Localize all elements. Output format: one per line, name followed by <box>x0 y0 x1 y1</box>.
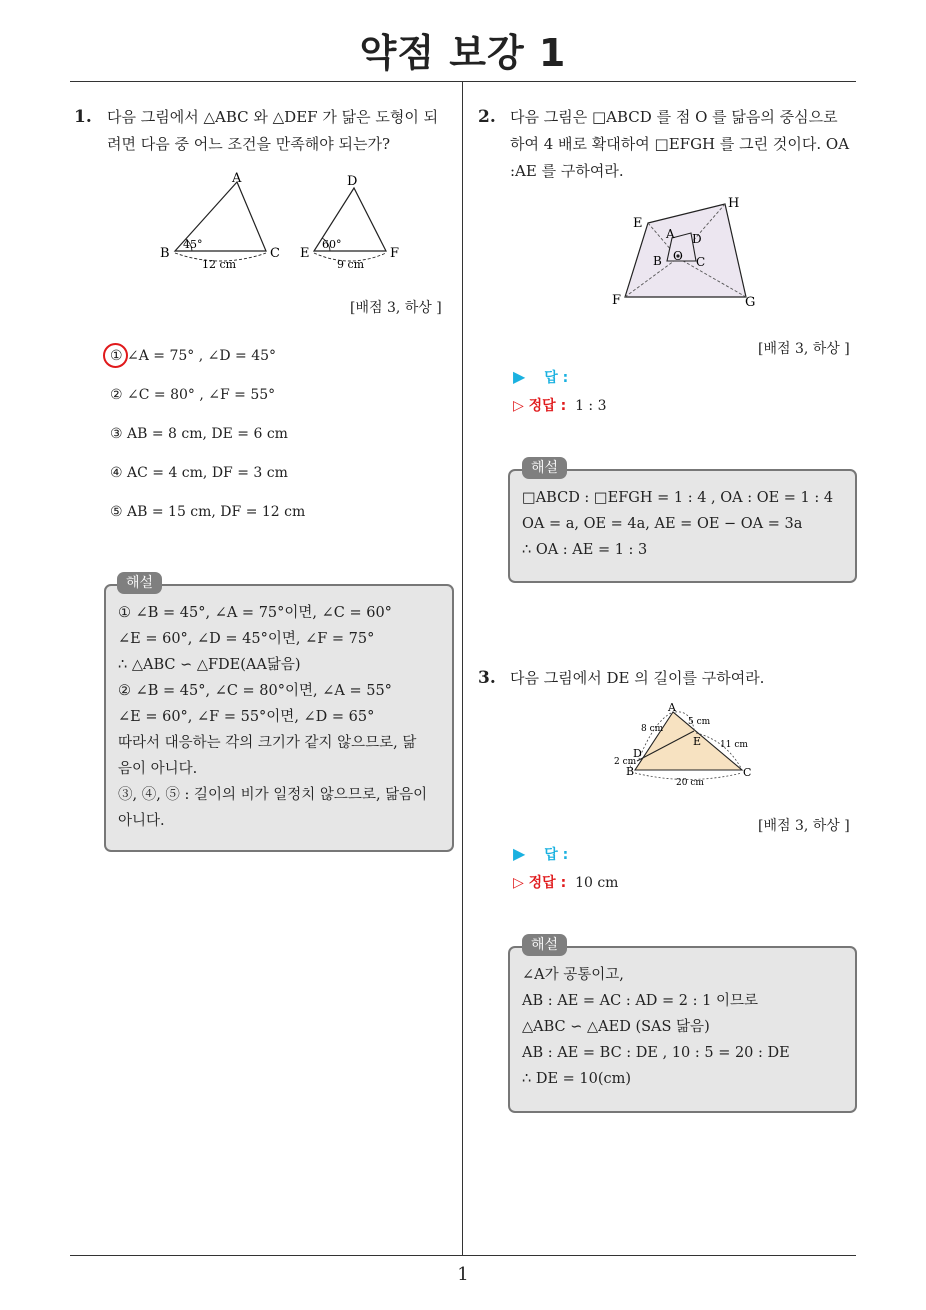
q2-explanation-line: OA = a, OE = 4a, AE = OE − OA = 3a <box>522 516 803 532</box>
q3-explanation-box <box>508 946 857 1113</box>
q2-explanation-line: ∴ OA : AE = 1 : 3 <box>522 542 648 558</box>
q2-explanation-box <box>508 469 857 583</box>
q3-score: [배점 3, 하상 ] <box>758 818 850 834</box>
q3-correct-label: 정답 : <box>528 875 567 891</box>
label-h: H <box>728 196 740 211</box>
q2-score: [배점 3, 하상 ] <box>758 341 850 357</box>
q2-explanation-line: □ABCD : □EFGH = 1 : 4 , OA : OE = 1 : 4 <box>522 490 834 506</box>
q2-explanation-tag: 해설 <box>522 457 567 479</box>
q2-correct-value: 1 : 3 <box>575 398 607 414</box>
q1-choice-3[interactable]: ③ AB = 8 cm, DE = 6 cm <box>110 426 288 442</box>
q3-explanation-line: ∴ DE = 10(cm) <box>522 1071 632 1087</box>
q3-figure <box>610 700 780 792</box>
q3-correct-value: 10 cm <box>575 875 619 891</box>
page-number: 1 <box>457 1264 469 1285</box>
label-b: B <box>160 246 170 261</box>
q3-explanation-line: AB : AE = BC : DE , 10 : 5 = 20 : DE <box>522 1045 790 1061</box>
q2-text-line2: 하여 4 배로 확대하여 □EFGH 를 그린 것이다. OA <box>510 135 850 153</box>
q1-explanation-line: 아니다. <box>118 813 165 829</box>
q3-explanation-line: AB : AE = AC : AD = 2 : 1 이므로 <box>522 993 758 1009</box>
label-a: A <box>232 171 242 186</box>
q1-explanation-box <box>104 584 454 852</box>
q2-answer-row <box>513 367 568 387</box>
q3-answer-row <box>513 844 568 864</box>
q1-number: 1. <box>74 107 92 127</box>
label-f: F <box>390 246 400 261</box>
q3-explanation-line: ∠A가 공통이고, <box>522 967 624 983</box>
label-e: E <box>633 216 643 231</box>
q3-number: 3. <box>478 668 496 688</box>
q2-correct-label: 정답 : <box>528 398 567 414</box>
q3-answer-label: 답 : <box>544 847 569 863</box>
q1-explanation-line: 따라서 대응하는 각의 크기가 같지 않으므로, 닮 <box>118 735 417 751</box>
q1-explanation-line: ∴ △ABC ∽ △FDE(AA닮음) <box>118 657 301 673</box>
q1-explanation-line: ∠E = 60°, ∠F = 55°이면, ∠D = 65° <box>118 709 375 725</box>
label-c: C <box>743 766 752 779</box>
len-ae-label: 5 cm <box>688 717 711 727</box>
q1-text-line2: 려면 다음 중 어느 조건을 만족해야 되는가? <box>107 135 390 153</box>
q1-choice-1[interactable]: ① ∠A = 75° , ∠D = 45° <box>110 348 277 364</box>
page-title: 약점 보강 1 <box>359 31 567 75</box>
q1-text-line1: 다음 그림에서 △ABC 와 △DEF 가 닮은 도형이 되 <box>107 108 439 126</box>
len-ad-label: 8 cm <box>641 724 664 734</box>
q2-figure <box>600 190 770 315</box>
bottom-rule <box>70 1255 856 1256</box>
angle-b-label: 45° <box>183 238 203 251</box>
top-rule <box>70 81 856 82</box>
label-d: D <box>692 232 702 246</box>
label-g: G <box>745 295 756 310</box>
len-bc-label: 20 cm <box>676 778 704 788</box>
answer-arrow-icon: ▶ <box>513 844 526 863</box>
q3-explanation-tag: 해설 <box>522 934 567 956</box>
q1-choice-4[interactable]: ④ AC = 4 cm, DF = 3 cm <box>110 465 288 481</box>
q1-choice-2[interactable]: ② ∠C = 80° , ∠F = 55° <box>110 387 276 403</box>
label-e: E <box>300 246 310 261</box>
q1-explanation-line: ③, ④, ⑤ : 길이의 비가 일정치 않으므로, 닮음이 <box>118 787 428 803</box>
q2-answer-label: 답 : <box>544 370 569 386</box>
label-b: B <box>653 254 662 268</box>
angle-e-label: 60° <box>322 238 342 251</box>
label-d: D <box>633 747 642 760</box>
label-c: C <box>696 255 706 269</box>
label-c: C <box>270 246 280 261</box>
label-o: O <box>673 249 683 263</box>
label-e: E <box>693 735 702 748</box>
q1-figure <box>150 165 410 275</box>
correct-arrow-icon: ▷ <box>513 398 524 414</box>
q2-text-line1: 다음 그림은 □ABCD 를 점 O 를 닮음의 중심으로 <box>510 108 838 126</box>
len-db-label: 2 cm <box>614 757 637 767</box>
correct-arrow-icon: ▷ <box>513 875 524 891</box>
q1-score: [배점 3, 하상 ] <box>350 300 442 316</box>
q1-explanation-line: 음이 아니다. <box>118 761 198 777</box>
label-a: A <box>666 227 675 241</box>
len-bc-label: 12 cm <box>202 258 237 271</box>
q1-explanation-line: ① ∠B = 45°, ∠A = 75°이면, ∠C = 60° <box>118 605 392 621</box>
q3-explanation-line: △ABC ∽ △AED (SAS 닮음) <box>522 1019 710 1035</box>
answer-arrow-icon: ▶ <box>513 367 526 386</box>
q3-correct-row <box>513 872 618 892</box>
q1-choice-5[interactable]: ⑤ AB = 15 cm, DF = 12 cm <box>110 504 306 520</box>
q1-explanation-tag: 해설 <box>117 572 162 594</box>
q1-explanation-line: ② ∠B = 45°, ∠C = 80°이면, ∠A = 55° <box>118 683 392 699</box>
q3-text: 다음 그림에서 DE 의 길이를 구하여라. <box>510 669 765 687</box>
q2-correct-row <box>513 395 607 415</box>
label-b: B <box>626 765 635 778</box>
column-divider <box>462 82 463 1255</box>
q2-text-line3: :AE 를 구하여라. <box>510 162 624 180</box>
len-ec-label: 11 cm <box>720 740 748 750</box>
len-ef-label: 9 cm <box>337 258 365 271</box>
q2-number: 2. <box>478 107 496 127</box>
label-d: D <box>347 174 358 189</box>
label-f: F <box>612 293 622 308</box>
q2-text <box>510 104 860 185</box>
q1-text <box>107 104 457 158</box>
label-a: A <box>668 701 676 714</box>
q1-explanation-line: ∠E = 60°, ∠D = 45°이면, ∠F = 75° <box>118 631 375 647</box>
